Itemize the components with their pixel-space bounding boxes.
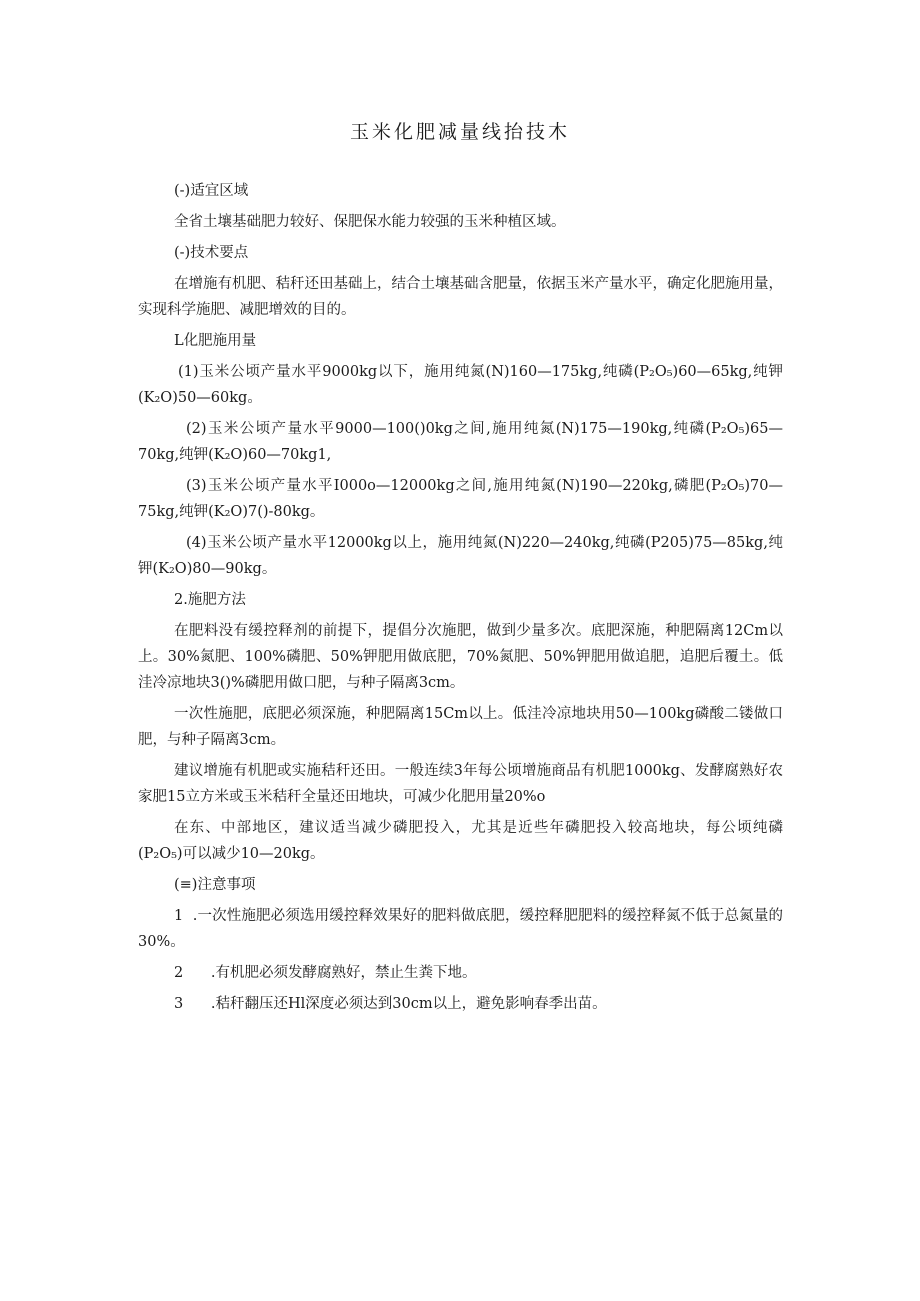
section-heading-tech: (-)技术要点 bbox=[174, 245, 249, 261]
list-item-yield-2: (2)玉米公顷产量水平9000—100()0kg之间,施用纯氮(N)175—190kg,纯磷(P₂O₅)65—70kg,纯钾(K₂O)60—70kg1, bbox=[138, 421, 783, 463]
paragraph-method-3: 建议增施有机肥或实施秸秆还田。一般连续3年每公顷增施商品有机肥1000kg、发酵腐熟好农家肥15立方米或玉米秸秆全量还田地块，可减少化肥用量20%o bbox=[138, 763, 783, 805]
section-heading-region: (-)适宜区域 bbox=[174, 183, 249, 199]
subheading-method: 2.施肥方法 bbox=[174, 592, 246, 608]
subheading-fertilizer-amount: L化肥施用量 bbox=[174, 333, 257, 349]
paragraph-method-4: 在东、中部地区，建议适当减少磷肥投入，尤其是近些年磷肥投入较高地块，每公顷纯磷(P₂O₅)可以减少10—20kg。 bbox=[138, 820, 783, 862]
section-heading-notes: (≡)注意事项 bbox=[174, 877, 256, 893]
paragraph-region: 全省土壤基础肥力较好、保肥保水能力较强的玉米种植区域。 bbox=[174, 214, 566, 230]
list-item-note-3: 3 .秸秆翻压还Hl深度必须达到30cm以上，避免影响春季出苗。 bbox=[174, 996, 607, 1012]
paragraph-tech-intro: 在增施有机肥、秸秆还田基础上，结合土壤基础含肥量，依据玉米产量水平，确定化肥施用量，实现科学施肥、减肥增效的目的。 bbox=[138, 276, 783, 318]
paragraph-method-1: 在肥料没有缓控释剂的前提下，提倡分次施肥，做到少量多次。底肥深施，种肥隔离12Cm以上。30%氮肥、100%磷肥、50%钾肥用做底肥，70%氮肥、50%钾肥用做追肥，追肥后覆土。低洼冷凉地块3()%磷肥用做口肥，与种子隔离3cm。 bbox=[138, 623, 783, 691]
list-item-yield-3: (3)玉米公顷产量水平I000o—12000kg之间,施用纯氮(N)190—220kg,磷肥(P₂O₅)70—75kg,纯钾(K₂O)7()-80kg。 bbox=[138, 478, 783, 520]
list-item-note-1: 1 .一次性施肥必须选用缓控释效果好的肥料做底肥，缓控释肥肥料的缓控释氮不低于总氮量的30%。 bbox=[138, 908, 783, 950]
document-title: 玉米化肥减量线抬技木 bbox=[349, 121, 570, 143]
list-item-yield-4: (4)玉米公顷产量水平12000kg以上，施用纯氮(N)220—240kg,纯磷(P205)75—85kg,纯钾(K₂O)80—90kg。 bbox=[138, 535, 783, 577]
paragraph-method-2: 一次性施肥，底肥必须深施，种肥隔离15Cm以上。低洼冷凉地块用50—100kg磷酸二镂做口肥，与种子隔离3cm。 bbox=[138, 706, 783, 748]
list-item-yield-1: (1)玉米公顷产量水平9000kg以下，施用纯氮(N)160—175kg,纯磷(P₂O₅)60—65kg,纯钾(K₂O)50—60kg。 bbox=[138, 364, 783, 406]
document-body bbox=[138, 178, 783, 1022]
list-item-note-2: 2 .有机肥必须发酵腐熟好，禁止生粪下地。 bbox=[174, 965, 477, 981]
